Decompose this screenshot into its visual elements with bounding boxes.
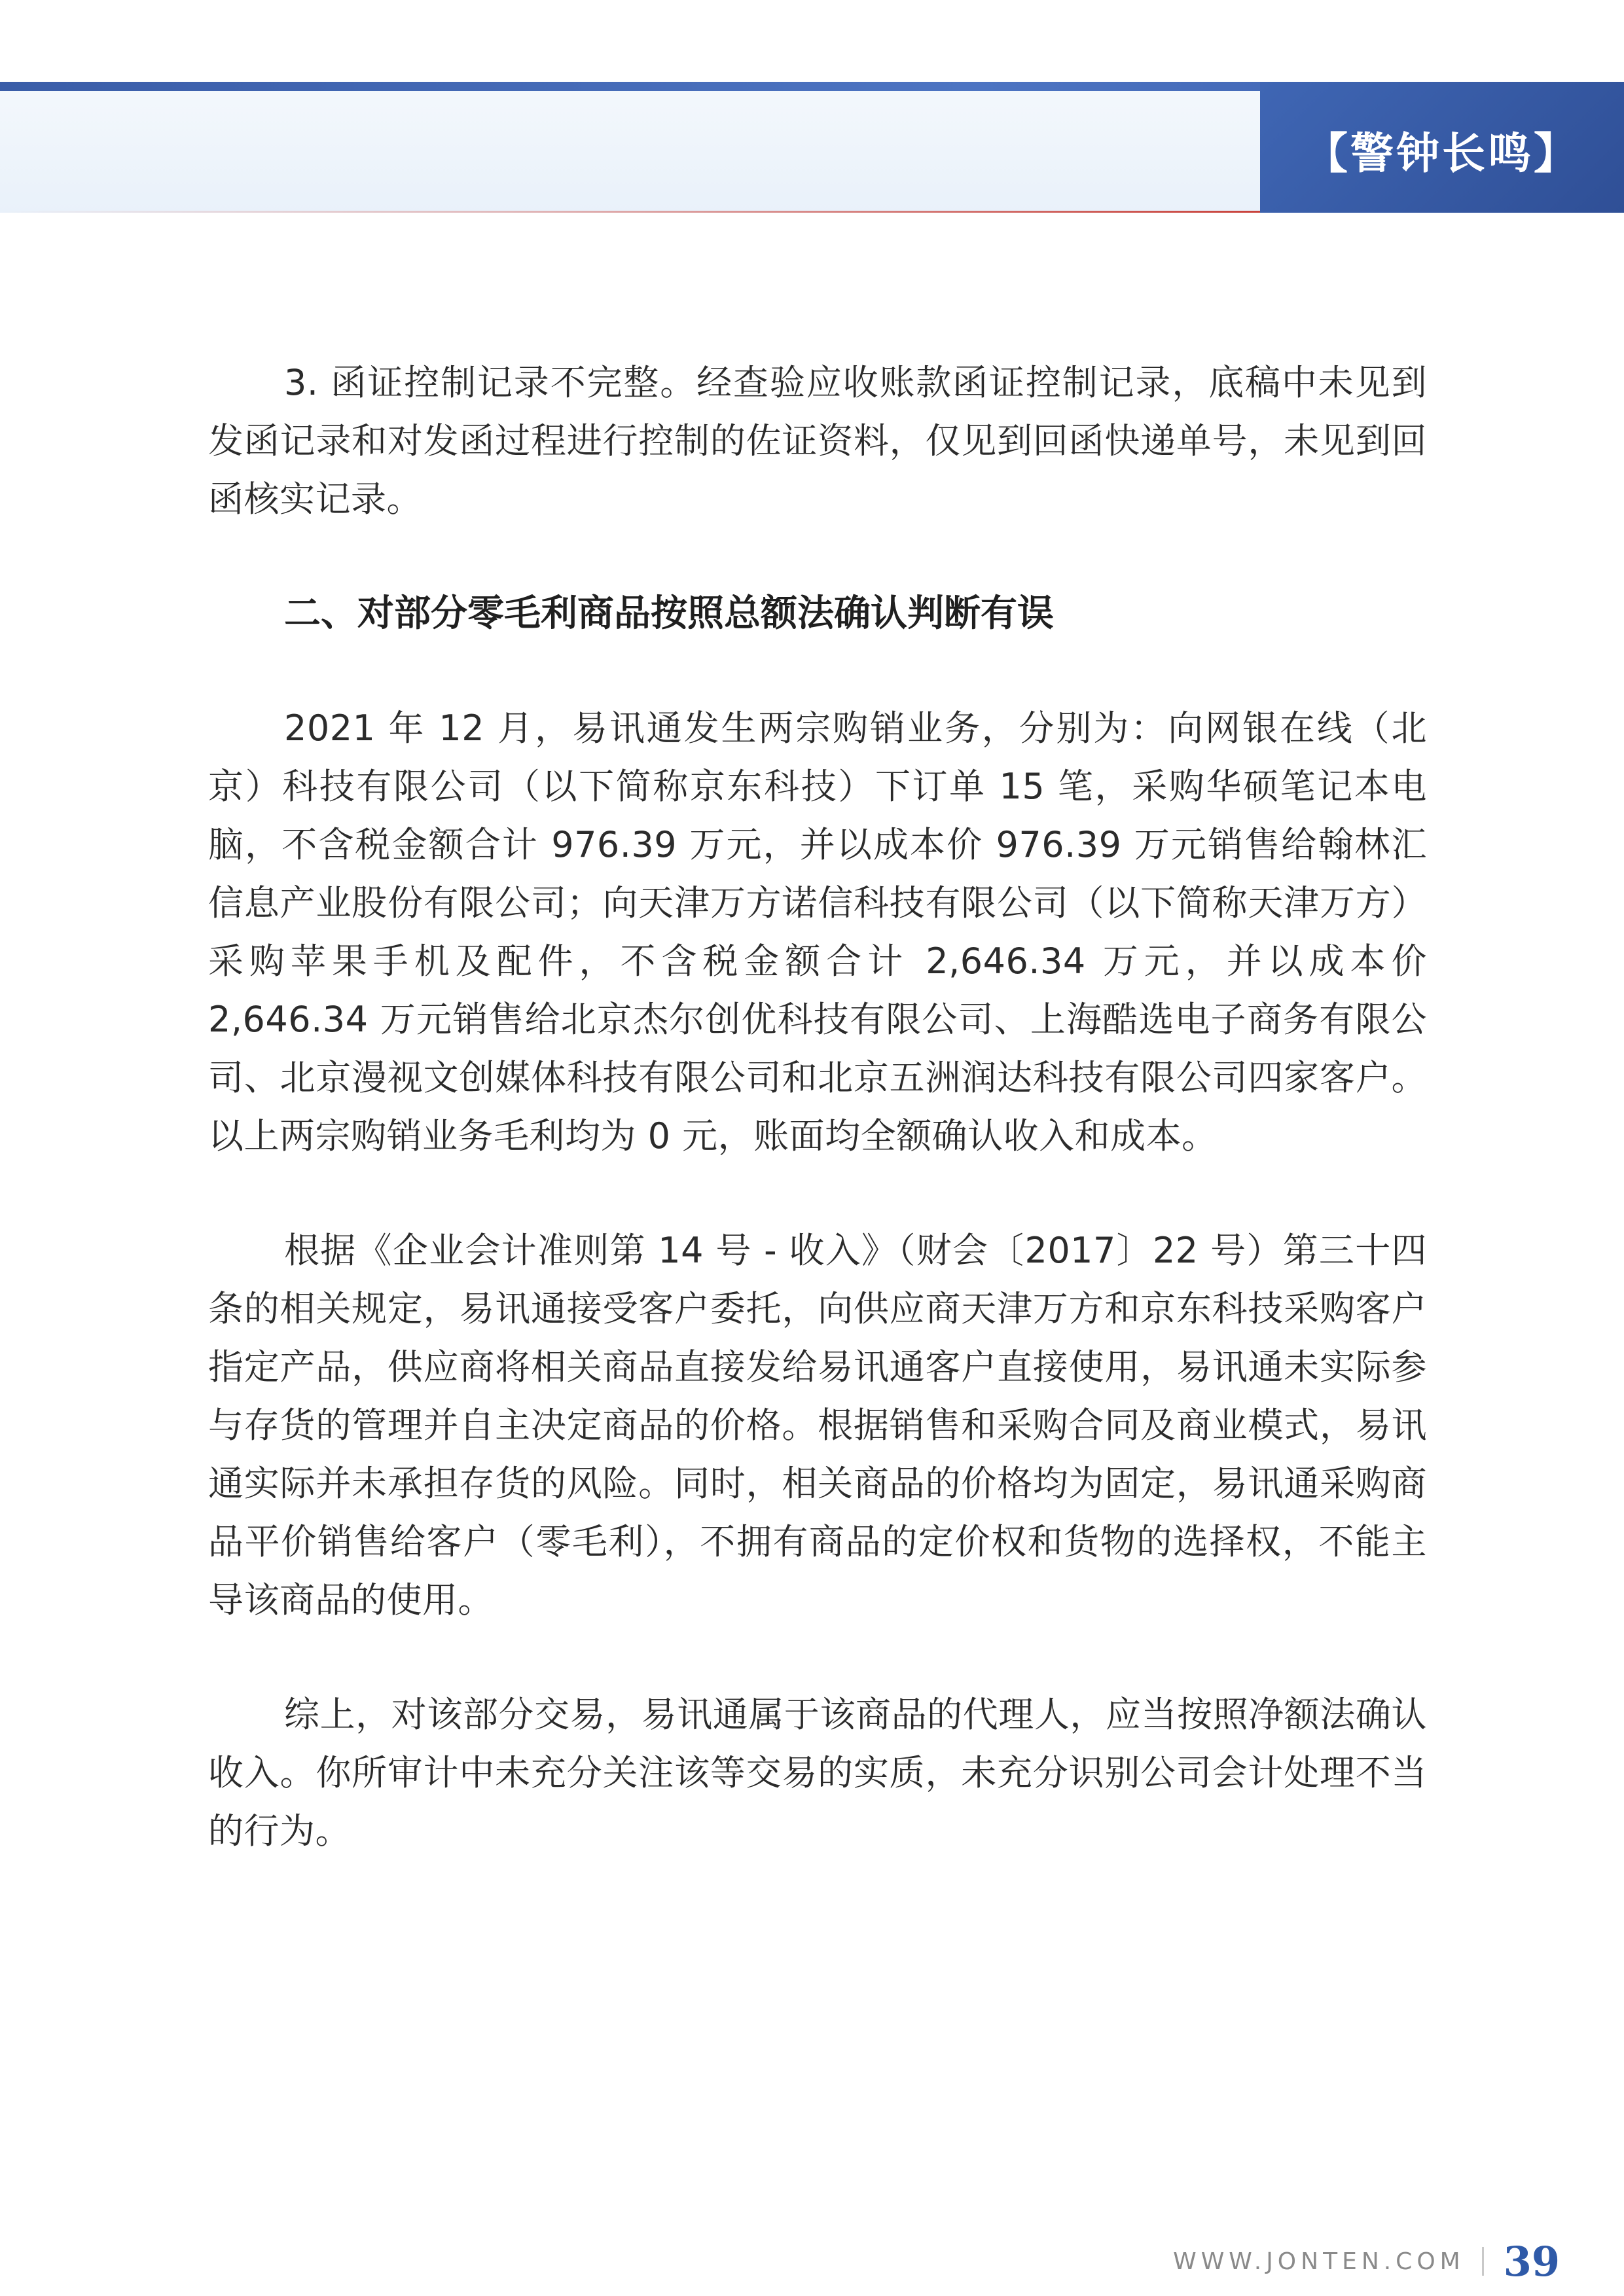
paragraph-standard-analysis: 根据《企业会计准则第 14 号 - 收入》（财会〔2017〕22 号）第三十四条的相关规定，易讯通接受客户委托，向供应商天津万方和京东科技采购客户指定产品，供应商将相关商品直接发给易讯通客户直接使用，易讯通未实际参与存货的管理并自主决定商品的价格。根据销售和采购合同及商业模式，易讯通实际并未承担存货的风险。同时，相关商品的价格均为固定，易讯通采购商品平价销售给客户（零毛利），不拥有商品的定价权和货物的选择权，不能主导该商品的使用。 [208, 1230, 1427, 1621]
footer-divider [1482, 2247, 1484, 2276]
section-tab [1260, 82, 1624, 213]
section-tab-label: 【警钟长鸣】 [1305, 127, 1579, 179]
section-heading: 二、对部分零毛利商品按照总额法确认判断有误 [284, 592, 1054, 635]
article-body [208, 353, 1427, 1916]
footer-website: WWW.JONTEN.COM [1173, 2248, 1465, 2275]
paragraph-confirmation-records: 3. 函证控制记录不完整。经查验应收账款函证控制记录，底稿中未见到发函记录和对发函过程进行控制的佐证资料，仅见到回函快递单号，未见到回函核实记录。 [208, 362, 1427, 520]
page-footer [1173, 2232, 1560, 2291]
paragraph-conclusion: 综上，对该部分交易，易讯通属于该商品的代理人，应当按照净额法确认收入。你所审计中未充分关注该等交易的实质，未充分识别公司会计处理不当的行为。 [208, 1694, 1427, 1852]
header-bottom-rule [0, 211, 1260, 213]
page-number: 39 [1503, 2237, 1560, 2286]
paragraph-transactions: 2021 年 12 月，易讯通发生两宗购销业务，分别为：向网银在线（北京）科技有限公司（以下简称京东科技）下订单 15 笔，采购华硕笔记本电脑，不含税金额合计 976.39 万元，并以成本价 976.39 万元销售给翰林汇信息产业股份有限公司；向天津万方诺信科技有限公司（以下简称天津万方）采购苹果手机及配件，不含税金额合计 2,646.34 万元，并以成本价 2,646.34 万元销售给北京杰尔创优科技有限公司、上海酷选电子商务有限公司、北京漫视文创媒体科技有限公司和北京五洲润达科技有限公司四家客户。以上两宗购销业务毛利均为 0 元，账面均全额确认收入和成本。 [208, 708, 1427, 1157]
